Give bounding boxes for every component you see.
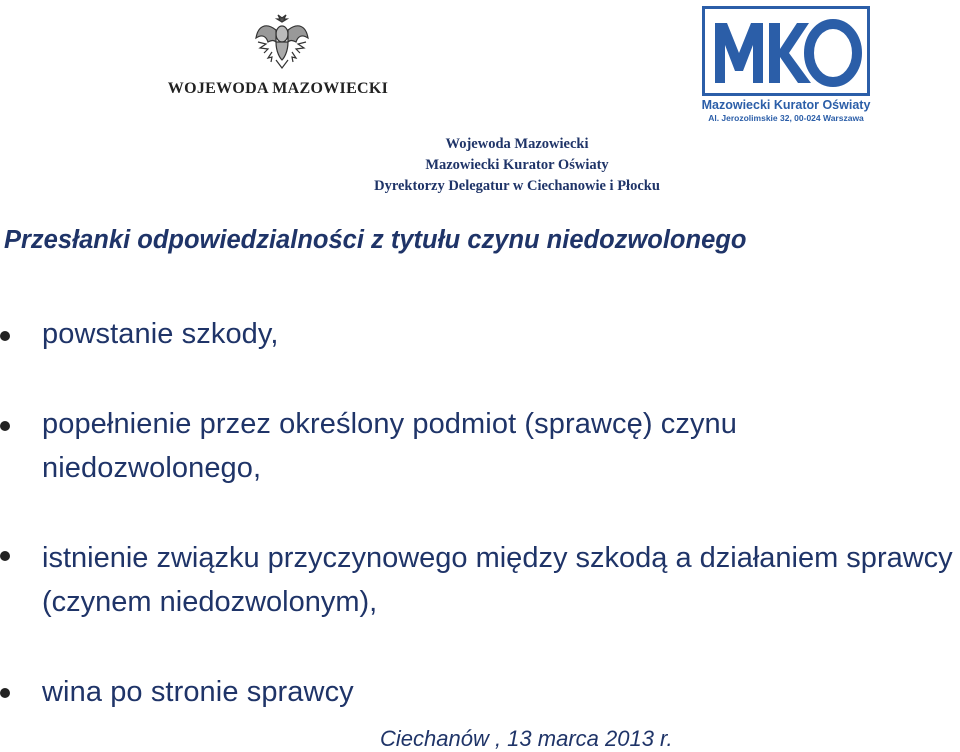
bullet-item-zwiazek: istnienie związku przyczynowego między szkodą a działaniem sprawcy (czynem niedozwolonym), bbox=[42, 542, 953, 618]
page-title: Przesłanki odpowiedzialności z tytułu czynu niedozwolonego bbox=[4, 226, 747, 254]
header-line-wojewoda: Wojewoda Mazowiecki bbox=[445, 136, 589, 152]
bullet-dot bbox=[0, 551, 10, 561]
header-line-kurator: Mazowiecki Kurator Oświaty bbox=[425, 157, 609, 173]
bullet-item-wina: wina po stronie sprawcy bbox=[42, 676, 354, 708]
bullet-dot bbox=[0, 688, 10, 698]
bullet-dot bbox=[0, 331, 10, 341]
bullet-item-szkoda: powstanie szkody, bbox=[42, 318, 279, 350]
footer-date: Ciechanów , 13 marca 2013 r. bbox=[380, 726, 673, 751]
wojewoda-logo-text: WOJEWODA MAZOWIECKI bbox=[167, 80, 389, 97]
eagle-emblem-icon bbox=[254, 12, 310, 70]
header-line-dyrektorzy: Dyrektorzy Delegatur w Ciechanowie i Płocku bbox=[374, 178, 660, 194]
mko-letters-icon bbox=[705, 9, 867, 93]
bullet-dot bbox=[0, 421, 10, 431]
mko-logo-address: Al. Jerozolimskie 32, 00-024 Warszawa bbox=[708, 113, 864, 123]
mko-logo-title: Mazowiecki Kurator Oświaty bbox=[701, 98, 871, 112]
mko-logo bbox=[702, 6, 870, 96]
bullet-item-czyn: popełnienie przez określony podmiot (sprawcę) czynu niedozwolonego, bbox=[42, 408, 737, 484]
